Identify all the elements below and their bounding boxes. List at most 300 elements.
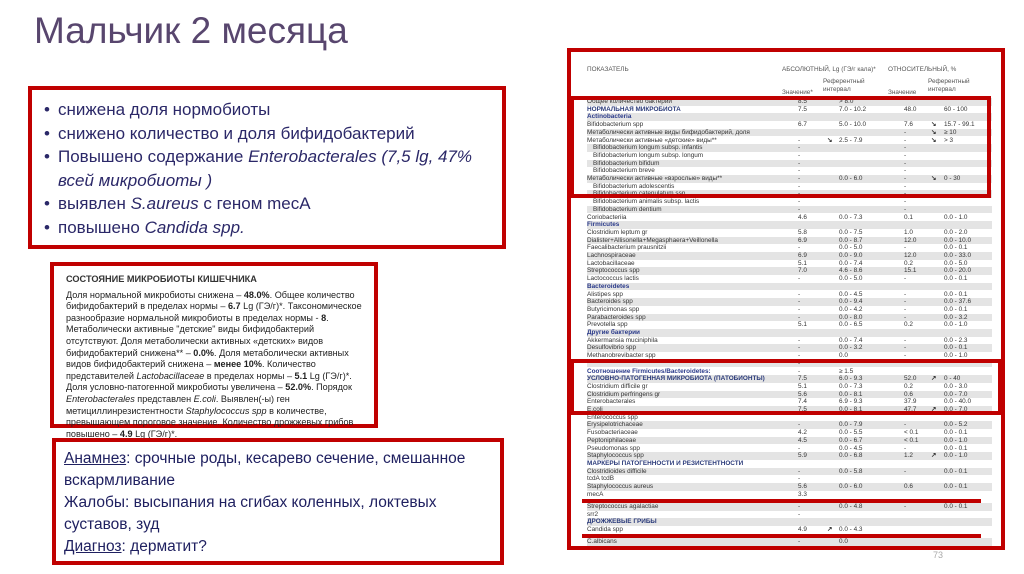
cell-rr: 0.0 - 40.0	[944, 398, 972, 406]
table-row	[587, 452, 992, 460]
cell-n: Parabacteroides spp	[587, 313, 646, 321]
cell-n: Coriobacteriia	[587, 213, 627, 221]
cell-v: -	[904, 151, 907, 159]
text-segment: представлен	[134, 393, 194, 404]
summary-text	[66, 290, 362, 441]
cell-v: -	[904, 136, 907, 144]
cell-n: Pseudomonas spp	[587, 444, 640, 452]
cell-n: НОРМАЛЬНАЯ МИКРОБИОТА	[587, 105, 681, 113]
cell-rr: 0.0 - 10.0	[944, 236, 972, 244]
finding-item	[42, 145, 492, 192]
cell-n: Другие бактерии	[587, 329, 640, 336]
cell-rr: 0.0 - 0.1	[944, 483, 968, 490]
cell-r: 0.0 - 7.3	[839, 213, 863, 221]
text-segment: . Порядок	[311, 382, 352, 393]
cell-a: -	[798, 244, 801, 252]
cell-v: -	[904, 144, 907, 152]
cell-rr: 0.0 - 1.0	[944, 352, 968, 360]
cell-r: 0.0 - 9.0	[839, 252, 863, 259]
cell-v: -	[904, 336, 907, 344]
cell-r: 5.0 - 10.0	[839, 121, 867, 129]
cell-r: 2.5 - 7.9	[839, 136, 863, 144]
cell-r: 0.0 - 4.3	[839, 526, 863, 533]
cell-v: 0.2	[904, 321, 913, 329]
cell-v: 0.1	[904, 213, 913, 221]
text-segment: 8	[321, 312, 327, 323]
table-row	[587, 321, 992, 329]
cell-rr: 0.0 - 2.0	[944, 228, 968, 236]
cell-n: mecA	[587, 490, 604, 498]
cell-n: Bifidobacterium breve	[593, 167, 655, 175]
cell-r: 0.0 - 5.8	[839, 467, 863, 475]
table-row	[587, 275, 992, 283]
table-row	[587, 306, 992, 314]
diagnosis-label: Диагноз	[64, 538, 122, 555]
table-row	[587, 314, 992, 322]
text-segment: менее 10%	[213, 359, 262, 370]
cell-n: Bifidobacterium longum subsp. infantis	[593, 144, 703, 152]
cell-rr: 0.0 - 0.1	[944, 275, 968, 283]
text-segment: повышено	[58, 217, 145, 237]
cell-v: -	[904, 444, 907, 452]
table-row	[587, 214, 992, 222]
cell-rr: 0.0 - 1.0	[944, 213, 968, 221]
cell-n: Butyricimonas spp	[587, 305, 640, 313]
cell-rr: 0.0 - 0.1	[944, 429, 968, 437]
cell-r: 0.0 - 8.1	[839, 390, 863, 398]
cell-a: -	[798, 367, 801, 375]
cell-r: 0.0 - 8.0	[839, 313, 863, 321]
cell-n: Метаболически активные виды бифидобактерий, доля	[587, 128, 750, 136]
cell-n: Prevotella spp	[587, 321, 628, 329]
cell-a: -	[798, 167, 801, 175]
cell-rr: 0.0 - 5.2	[944, 421, 968, 429]
cell-r: ≥ 1.5	[839, 367, 854, 375]
cell-rr: 0.0 - 3.0	[944, 382, 968, 390]
cell-r: 0.0 - 5.0	[839, 244, 863, 252]
cell-r: 0.0 - 4.5	[839, 444, 863, 452]
header-absolute: АБСОЛЮТНЫЙ, Lg (ГЭ/г кала)*	[782, 66, 876, 73]
cell-n: Bifidobacterium bifidum	[593, 159, 660, 167]
table-row	[587, 260, 992, 268]
cell-a: 7.4	[798, 398, 807, 406]
cell-a: -	[798, 182, 801, 190]
cell-a: -	[798, 359, 801, 367]
table-row	[587, 344, 992, 352]
cell-a: 5.1	[798, 382, 807, 390]
table-row	[587, 329, 992, 337]
cell-a: 7.5	[798, 105, 807, 113]
text-segment: Enterobacterales	[66, 393, 135, 404]
slide-title: Мальчик 2 месяца	[34, 10, 348, 51]
cell-r: 0.0 - 6.7	[839, 436, 863, 444]
diagnosis-text: : дерматит?	[121, 538, 207, 555]
cell-v: -	[904, 182, 907, 190]
table-row	[587, 475, 992, 483]
highlight-pathobionts	[570, 359, 1002, 415]
header-indicator: ПОКАЗАТЕЛЬ	[587, 66, 629, 73]
text-segment: Доля нормальной микробиоты снижена –	[66, 289, 244, 300]
text-segment: 48.0%	[243, 289, 270, 300]
cell-n: Fusobacteriaceae	[587, 429, 638, 437]
cell-a: -	[798, 352, 801, 360]
header-rel-ref: Референтный интервал	[928, 78, 970, 93]
cell-rr: 0.0 - 0.1	[944, 305, 968, 313]
table-row	[587, 198, 992, 206]
table-row	[587, 538, 992, 546]
cell-rr: 60 - 100	[944, 105, 968, 113]
finding-item	[42, 216, 492, 240]
arrow-up-icon: ↗	[931, 406, 937, 413]
arrow-down-icon: ↘	[931, 175, 937, 182]
header-abs-value: Значение*	[782, 89, 813, 96]
text-segment: Staphylococcus spp	[185, 405, 267, 416]
cell-r: 0.0 - 5.5	[839, 429, 863, 437]
cell-rr: 15.7 - 99.1	[944, 121, 975, 129]
table-row	[587, 291, 992, 299]
table-row	[587, 526, 992, 534]
cell-a: -	[798, 510, 801, 518]
cell-a: 5.9	[798, 452, 807, 460]
text-segment: 5.1	[294, 370, 308, 381]
cell-n: Bifidobacterium adolescentis	[593, 182, 675, 190]
cell-v: < 0.1	[904, 436, 919, 444]
cell-n: Clostridium perfringens gr	[587, 390, 661, 398]
cell-rr: > 3	[944, 136, 954, 144]
text-segment: Enterobacterales (7,5 lg, 47% всей микробиоты )	[58, 147, 473, 190]
cell-rr: 0.0 - 1.0	[944, 452, 968, 460]
cell-n: Bifidobacterium spp	[587, 121, 644, 129]
cell-v: 12.0	[904, 236, 917, 244]
text-segment: в количестве, превышающем пороговое значение. Количество дрожжевых грибов повышено –	[66, 405, 354, 439]
cell-a: -	[798, 205, 801, 213]
text-segment: . Выявлен(-ы) ген метициллинрезистентности	[66, 393, 290, 416]
cell-v: -	[904, 205, 907, 213]
summary-heading: СОСТОЯНИЕ МИКРОБИОТЫ КИШЕЧНИКА	[66, 274, 257, 284]
cell-r: 0.0 - 7.3	[839, 382, 863, 390]
cell-a: -	[798, 136, 801, 144]
text-segment: . Метаболически активные "детские" виды бифидобактерий отсутствуют. Доля метаболически активных «детских» видов бифидобактерий снижена** –	[66, 312, 329, 358]
highlight-normal-microbiota	[570, 96, 991, 198]
cell-a: -	[798, 275, 801, 283]
cell-r: 4.6 - 8.6	[839, 267, 863, 275]
text-segment: 52.0%	[285, 382, 312, 393]
cell-n: Clostridioides difficile	[587, 467, 647, 475]
cell-n: Alistipes spp	[587, 290, 623, 298]
cell-a: 8.5	[798, 98, 807, 105]
cell-v: < 0.1	[904, 429, 919, 437]
table-row	[587, 445, 992, 453]
arrow-down-icon: ↘	[827, 136, 833, 144]
text-segment: Lg (ГЭ/г)*.	[132, 428, 178, 439]
table-row	[587, 429, 992, 437]
cell-a: 4.2	[798, 429, 807, 437]
cell-v: -	[904, 128, 907, 136]
cell-n: Bifidobacterium longum subsp. longum	[593, 151, 704, 159]
cell-n: ДРОЖЖЕВЫЕ ГРИБЫ	[587, 518, 657, 526]
underline-candida	[582, 534, 981, 538]
table-row	[587, 252, 992, 260]
complaints-text: : высыпания на сгибах коленных, локтевых суставов, зуд	[64, 494, 437, 533]
table-row	[587, 460, 992, 468]
text-segment: Lg (ГЭ/г)*. Таксономическое разнообразие нормальной микробиоты в пределах нормы -	[66, 301, 362, 323]
cell-rr: 0.0 - 0.1	[944, 467, 968, 475]
cell-n: C.albicans	[587, 538, 617, 546]
arrow-up-icon: ↗	[827, 526, 833, 533]
cell-r: 0.0 - 8.1	[839, 406, 863, 413]
findings-list	[42, 98, 492, 239]
cell-r: 0.0 - 7.5	[839, 228, 863, 236]
cell-rr: 0.0 - 33.0	[944, 252, 972, 259]
cell-v: 1.2	[904, 452, 913, 460]
cell-rr: 0.0 - 37.6	[944, 298, 972, 306]
cell-v: 0.2	[904, 382, 913, 390]
cell-n: Erysipelotrichaceae	[587, 421, 643, 429]
cell-n: tcdA tcdB	[587, 475, 614, 483]
cell-v: 47.7	[904, 406, 917, 413]
cell-rr: 0 - 40	[944, 375, 961, 383]
cell-v: -	[904, 275, 907, 283]
cell-v: -	[904, 344, 907, 352]
cell-a: -	[798, 475, 801, 483]
cell-n: Bacteroidetes	[587, 282, 630, 290]
cell-v: 15.1	[904, 267, 917, 275]
table-row	[587, 206, 992, 214]
finding-item	[42, 122, 492, 146]
cell-n: Staphylococcus aureus	[587, 483, 654, 490]
table-row	[587, 337, 992, 345]
cell-n: Streptococcus agalactiae	[587, 502, 659, 510]
cell-n: Lactococcus lactis	[587, 275, 639, 283]
cell-n: srr2	[587, 510, 599, 518]
cell-n: Methanobrevibacter spp	[587, 352, 656, 360]
cell-rr: 0.0 - 7.0	[944, 390, 968, 398]
cell-a: 4.5	[798, 436, 807, 444]
cell-a: 6.9	[798, 252, 807, 259]
cell-n: Bacteroides spp	[587, 298, 633, 306]
complaints-label: Жалобы	[64, 494, 125, 511]
cell-v: 1.0	[904, 228, 913, 236]
cell-a: 3.3	[798, 490, 807, 498]
cell-r: 7.0 - 10.2	[839, 105, 867, 113]
page-number: 73	[933, 550, 944, 560]
header-abs-ref: Референтный интервал	[823, 78, 865, 93]
cell-r: 6.9 - 9.3	[839, 398, 863, 406]
finding-item	[42, 98, 492, 122]
cell-a: -	[798, 344, 801, 352]
cell-n: Firmicutes	[587, 221, 620, 229]
cell-rr: 0.0 - 0.1	[944, 444, 968, 452]
cell-n: МАРКЕРЫ ПАТОГЕННОСТИ И РЕЗИСТЕНТНОСТИ	[587, 459, 744, 467]
table-row	[587, 229, 992, 237]
text-segment: Lactobacillaceae	[136, 370, 205, 381]
text-segment: 4.9	[119, 428, 133, 439]
cell-v: -	[904, 190, 907, 198]
arrow-down-icon: ↘	[931, 136, 937, 144]
cell-a: -	[798, 305, 801, 313]
findings-box	[28, 86, 506, 249]
cell-n: Метаболически активные «взрослые» виды**	[587, 175, 723, 182]
cell-a: -	[798, 444, 801, 452]
arrow-up-icon: ↗	[931, 375, 937, 383]
cell-a: -	[798, 198, 801, 206]
cell-v: 48.0	[904, 105, 917, 113]
cell-n: E.coli	[587, 406, 603, 413]
cell-rr: 0.0 - 1.0	[944, 436, 968, 444]
header-rel-value: Значение	[888, 89, 917, 96]
cell-a: 5.8	[798, 228, 807, 236]
cell-a: 5.1	[798, 321, 807, 329]
text-segment: 6.7	[227, 301, 241, 312]
cell-r: 0.0 - 7.9	[839, 421, 863, 429]
cell-n: Enterobacterales	[587, 398, 636, 406]
cell-n: Clostridium difficile gr	[587, 382, 648, 390]
cell-r: 0.0	[839, 352, 848, 360]
text-segment: Lg (ГЭ/г)*. Доля условно-патогенной микробиоты увеличена –	[66, 370, 352, 393]
table-row	[587, 491, 992, 499]
cell-v: -	[904, 175, 907, 182]
table-row	[587, 267, 992, 275]
cell-a: -	[798, 151, 801, 159]
table-row	[587, 421, 992, 429]
cell-r: 0.0 - 8.7	[839, 236, 863, 244]
cell-r: 0.0 - 7.4	[839, 259, 863, 267]
cell-r: > 8.0	[839, 98, 854, 105]
text-segment: Candida spp.	[144, 217, 245, 237]
cell-n: Dialister+Allisonella+Megasphaera+Veillonella	[587, 236, 718, 244]
cell-rr: ≥ 10	[944, 128, 957, 136]
cell-n: Lactobacillaceae	[587, 259, 635, 267]
cell-v: -	[904, 167, 907, 175]
cell-r: 6.0 - 9.3	[839, 375, 863, 383]
finding-item	[42, 192, 492, 216]
text-segment: Повышено содержание	[58, 147, 249, 166]
cell-v: -	[904, 352, 907, 360]
cell-a: -	[798, 190, 801, 198]
cell-a: -	[798, 502, 801, 510]
cell-v: -	[904, 198, 907, 206]
cell-n: Staphylococcus spp	[587, 452, 644, 460]
cell-a: 6.9	[798, 236, 807, 244]
cell-a: 5.6	[798, 390, 807, 398]
table-row	[587, 283, 992, 291]
text-segment: . Доля метаболически активных видов бифидобактерий снижена –	[66, 347, 349, 370]
cell-v: 0.6	[904, 390, 913, 398]
text-segment: выявлен	[58, 194, 131, 213]
cell-r: 0.0 - 4.8	[839, 502, 863, 510]
cell-r: 0.0 - 4.2	[839, 305, 863, 313]
cell-a: 5.1	[798, 259, 807, 267]
cell-v: -	[904, 159, 907, 167]
text-segment: S.aureus	[130, 194, 199, 213]
cell-a: -	[798, 313, 801, 321]
cell-rr: 0.0 - 7.0	[944, 406, 968, 413]
cell-n: Candida spp	[587, 526, 623, 533]
cell-r: 0.0 - 6.5	[839, 321, 863, 329]
cell-a: 7.5	[798, 406, 807, 413]
cell-rr: 0.0 - 3.2	[944, 313, 968, 321]
cell-v: -	[904, 467, 907, 475]
cell-a: -	[798, 467, 801, 475]
cell-rr: 0.0 - 5.0	[944, 259, 968, 267]
arrow-down-icon: ↘	[931, 121, 937, 129]
text-segment: снижена доля нормобиоты	[58, 100, 271, 119]
cell-r: 0.0	[839, 538, 848, 546]
header-relative: ОТНОСИТЕЛЬНЫЙ, %	[888, 66, 957, 73]
cell-n: Enterococcus spp	[587, 413, 638, 421]
cell-n: Общее количество бактерий	[587, 98, 672, 105]
text-segment: в пределах нормы –	[204, 370, 295, 381]
cell-a: 4.9	[798, 526, 807, 533]
cell-a: -	[798, 175, 801, 182]
cell-v: -	[904, 305, 907, 313]
cell-n: Peptoniphilaceae	[587, 436, 637, 444]
cell-v: -	[904, 421, 907, 429]
cell-n: Faecalibacterium prausnitzii	[587, 244, 667, 252]
table-row	[587, 511, 992, 519]
cell-n: Bifidobacterium catenulatum ssp	[593, 190, 686, 198]
cell-n: Метаболически активные «детские» виды**	[587, 136, 717, 144]
cell-r: 0.0 - 6.8	[839, 452, 863, 460]
cell-r: 0.0 - 6.0	[839, 175, 863, 182]
table-row	[587, 237, 992, 245]
cell-v: 12.0	[904, 252, 917, 259]
table-row	[587, 483, 992, 491]
text-segment: 0.0%	[193, 347, 215, 358]
cell-n: Соотношение Firmicutes/Bacteroidetes:	[587, 367, 711, 375]
cell-a: -	[798, 421, 801, 429]
cell-n: Akkermansia muciniphila	[587, 336, 658, 344]
cell-v: 7.6	[904, 121, 913, 129]
cell-r: 0.0 - 7.4	[839, 336, 863, 344]
cell-rr: 0.0 - 20.0	[944, 267, 972, 275]
cell-rr: 0.0 - 0.1	[944, 290, 968, 298]
cell-v: 37.9	[904, 398, 917, 406]
cell-rr: 0.0 - 0.1	[944, 344, 968, 352]
cell-n: УСЛОВНО-ПАТОГЕННАЯ МИКРОБИОТА (ПАТОБИОНТЫ)	[587, 375, 765, 383]
cell-r: 0.0 - 3.2	[839, 344, 863, 352]
cell-rr: 0.0 - 0.1	[944, 244, 968, 252]
cell-v: -	[904, 298, 907, 306]
cell-a: 5.6	[798, 483, 807, 490]
table-row	[587, 437, 992, 445]
text-segment: E.coli	[193, 393, 216, 404]
cell-n: Actinobacteria	[587, 113, 632, 121]
cell-a: -	[798, 290, 801, 298]
cell-v: -	[904, 502, 907, 510]
cell-a: 7.5	[798, 375, 807, 383]
cell-v: 0.2	[904, 259, 913, 267]
table-row	[587, 298, 992, 306]
anamnesis-text: : срочные роды, кесарево сечение, смешанное вскармливание	[64, 450, 466, 489]
table-row	[587, 503, 992, 511]
cell-n: Clostridium leptum gr	[587, 228, 648, 236]
cell-a: -	[798, 336, 801, 344]
text-segment: . Количество представителей	[66, 359, 316, 381]
cell-n: Bifidobacterium animalis subsp. lactis	[593, 198, 700, 206]
microbiota-summary-box	[50, 262, 378, 439]
cell-r: 0.0 - 4.5	[839, 290, 863, 298]
cell-a: 6.7	[798, 121, 807, 129]
cell-v: 0.6	[904, 483, 913, 490]
cell-n: Desulfovibrio spp	[587, 344, 637, 352]
cell-v: -	[904, 313, 907, 321]
cell-rr: 0.0 - 0.1	[944, 502, 968, 510]
cell-r: 0.0 - 5.0	[839, 275, 863, 283]
cell-a: -	[798, 298, 801, 306]
arrow-down-icon: ↘	[931, 128, 937, 136]
cell-v: -	[904, 244, 907, 252]
